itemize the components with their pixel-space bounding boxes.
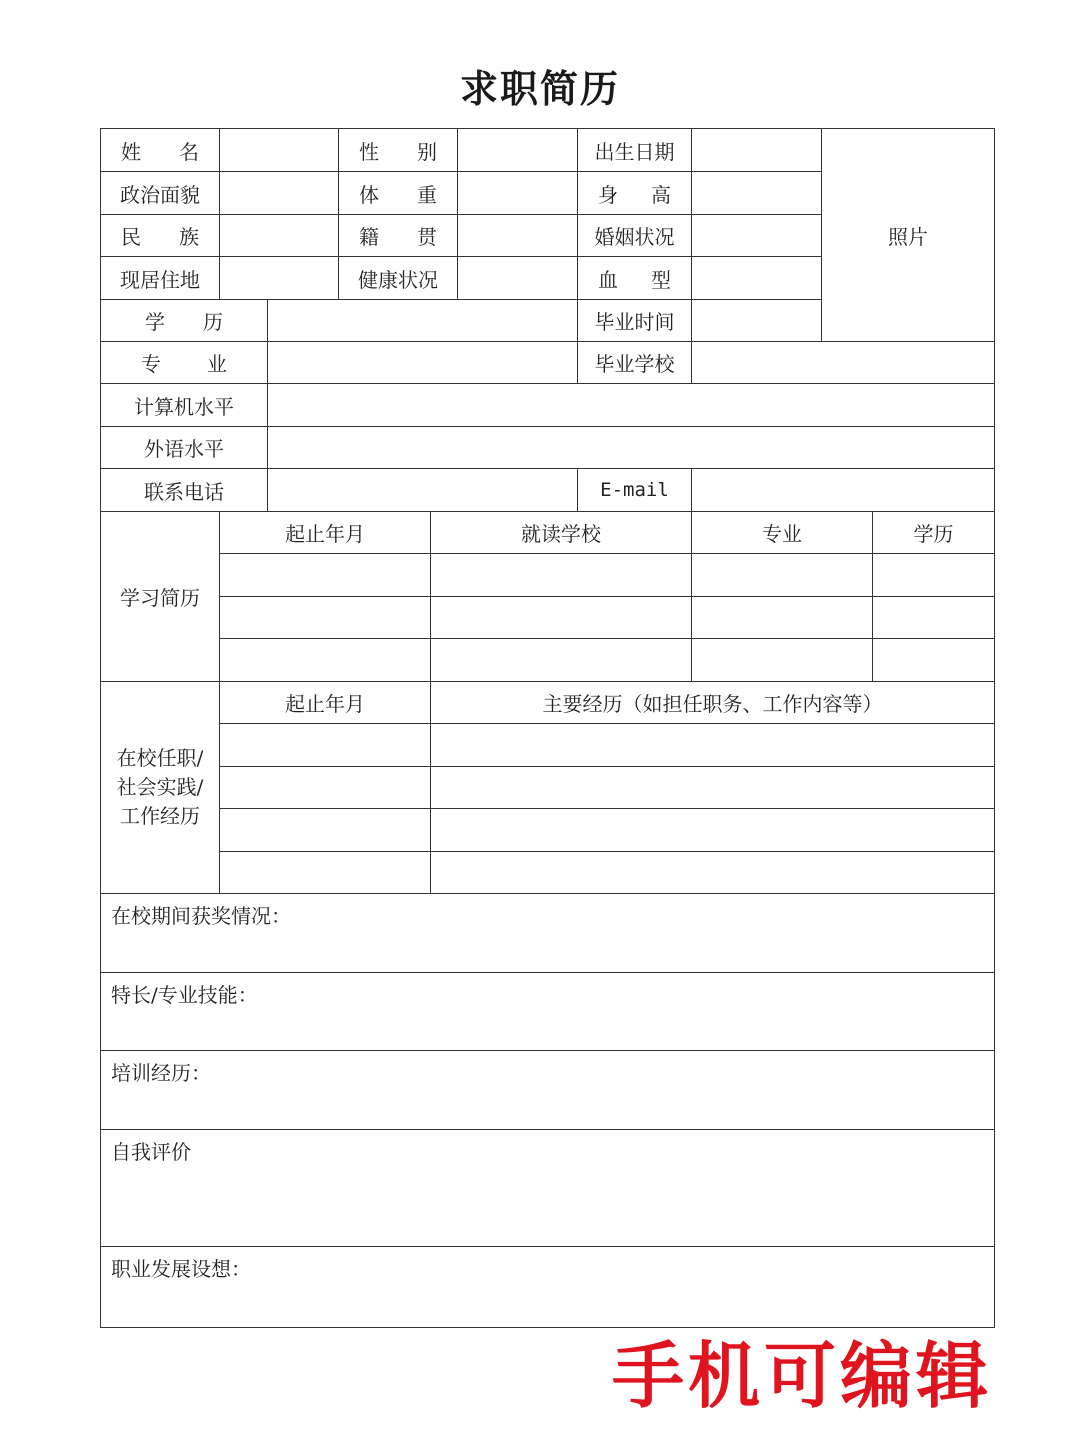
ethnicity-input[interactable] bbox=[219, 214, 339, 257]
email-label: E-mail bbox=[577, 468, 692, 512]
gender-label-char-2: 别 bbox=[417, 139, 437, 164]
major-label-char-2: 业 bbox=[207, 352, 227, 376]
work-header-experience: 主要经历（如担任职务、工作内容等） bbox=[430, 681, 995, 724]
name-label-char-1: 姓 bbox=[121, 139, 141, 164]
blood-input[interactable] bbox=[691, 256, 822, 300]
education-input[interactable] bbox=[267, 299, 578, 342]
phone-input[interactable] bbox=[267, 468, 578, 512]
study-row-2-major[interactable] bbox=[691, 596, 873, 639]
major-label-char-1: 专 bbox=[141, 352, 161, 376]
self-evaluation-field[interactable] bbox=[100, 1129, 995, 1247]
study-row-1-degree[interactable] bbox=[872, 553, 995, 597]
work-row-2-period[interactable] bbox=[219, 766, 431, 809]
page-title: 求职简历 bbox=[459, 67, 620, 111]
study-row-3-major[interactable] bbox=[691, 638, 873, 682]
weight-input[interactable] bbox=[457, 171, 578, 215]
awards-field[interactable] bbox=[100, 893, 995, 973]
self-evaluation-label: 自我评价 bbox=[111, 1140, 191, 1164]
major-label bbox=[100, 341, 268, 384]
awards-label: 在校期间获奖情况： bbox=[111, 904, 291, 928]
residence-input[interactable] bbox=[219, 256, 339, 300]
education-label bbox=[100, 299, 268, 342]
residence-label: 现居住地 bbox=[100, 256, 220, 300]
height-input[interactable] bbox=[691, 171, 822, 215]
native-label-char-1: 籍 bbox=[359, 225, 379, 249]
grad-school-input[interactable] bbox=[691, 341, 995, 384]
grad-time-input[interactable] bbox=[691, 299, 822, 342]
computer-label: 计算机水平 bbox=[100, 383, 268, 427]
height-label-char-2: 高 bbox=[651, 182, 671, 207]
study-section-label: 学习简历 bbox=[100, 511, 220, 682]
computer-input[interactable] bbox=[267, 383, 995, 427]
education-label-char-1: 学 bbox=[145, 310, 165, 334]
career-plan-label: 职业发展设想： bbox=[111, 1257, 251, 1281]
name-input[interactable] bbox=[219, 128, 339, 172]
work-row-4-period[interactable] bbox=[219, 851, 431, 894]
name-label-char-2: 名 bbox=[179, 139, 199, 164]
work-row-1-period[interactable] bbox=[219, 723, 431, 767]
study-row-3-degree[interactable] bbox=[872, 638, 995, 682]
phone-label: 联系电话 bbox=[100, 468, 268, 512]
major-input[interactable] bbox=[267, 341, 578, 384]
study-row-3-period[interactable] bbox=[219, 638, 431, 682]
work-row-3-experience[interactable] bbox=[430, 808, 995, 852]
study-header-degree: 学历 bbox=[872, 511, 995, 554]
education-label-char-2: 历 bbox=[203, 310, 223, 334]
ethnicity-label-char-1: 民 bbox=[121, 225, 141, 249]
work-section-text: 在校任职/ 社会实践/ 工作经历 bbox=[116, 746, 204, 828]
health-input[interactable] bbox=[457, 256, 578, 300]
grad-school-label: 毕业学校 bbox=[577, 341, 692, 384]
study-row-3-school[interactable] bbox=[430, 638, 692, 682]
work-row-2-experience[interactable] bbox=[430, 766, 995, 809]
ethnicity-label-char-2: 族 bbox=[179, 225, 199, 249]
height-label-char-1: 身 bbox=[598, 182, 618, 207]
native-label-char-2: 贯 bbox=[417, 225, 437, 249]
marital-label: 婚姻状况 bbox=[577, 214, 692, 257]
language-input[interactable] bbox=[267, 426, 995, 469]
politics-label: 政治面貌 bbox=[100, 171, 220, 215]
native-input[interactable] bbox=[457, 214, 578, 257]
grad-time-label: 毕业时间 bbox=[577, 299, 692, 342]
blood-label-char-1: 血 bbox=[598, 267, 618, 292]
gender-input[interactable] bbox=[457, 128, 578, 172]
editable-watermark: 手机可编辑 bbox=[612, 1334, 993, 1418]
training-field[interactable] bbox=[100, 1050, 995, 1130]
work-section-label bbox=[100, 681, 220, 894]
health-label: 健康状况 bbox=[338, 256, 458, 300]
work-row-4-experience[interactable] bbox=[430, 851, 995, 894]
marital-input[interactable] bbox=[691, 214, 822, 257]
native-label bbox=[338, 214, 458, 257]
birth-input[interactable] bbox=[691, 128, 822, 172]
gender-label-char-1: 性 bbox=[359, 139, 379, 164]
study-row-1-school[interactable] bbox=[430, 553, 692, 597]
blood-label-char-2: 型 bbox=[651, 267, 671, 292]
name-label bbox=[100, 128, 220, 172]
study-row-2-period[interactable] bbox=[219, 596, 431, 639]
training-label: 培训经历： bbox=[111, 1061, 211, 1085]
study-row-2-degree[interactable] bbox=[872, 596, 995, 639]
email-input[interactable] bbox=[691, 468, 995, 512]
work-row-1-experience[interactable] bbox=[430, 723, 995, 767]
skills-label: 特长/专业技能： bbox=[111, 983, 258, 1007]
study-row-1-major[interactable] bbox=[691, 553, 873, 597]
blood-label bbox=[577, 256, 692, 300]
gender-label bbox=[338, 128, 458, 172]
weight-label bbox=[338, 171, 458, 215]
study-header-school: 就读学校 bbox=[430, 511, 692, 554]
birth-label: 出生日期 bbox=[577, 128, 692, 172]
study-row-2-school[interactable] bbox=[430, 596, 692, 639]
language-label: 外语水平 bbox=[100, 426, 268, 469]
height-label bbox=[577, 171, 692, 215]
weight-label-char-2: 重 bbox=[417, 182, 437, 207]
skills-field[interactable] bbox=[100, 972, 995, 1051]
work-header-period: 起止年月 bbox=[219, 681, 431, 724]
weight-label-char-1: 体 bbox=[359, 182, 379, 207]
study-header-period: 起止年月 bbox=[219, 511, 431, 554]
ethnicity-label bbox=[100, 214, 220, 257]
study-row-1-period[interactable] bbox=[219, 553, 431, 597]
politics-input[interactable] bbox=[219, 171, 339, 215]
photo-label: 照片 bbox=[888, 224, 928, 249]
study-header-major: 专业 bbox=[691, 511, 873, 554]
career-plan-field[interactable] bbox=[100, 1246, 995, 1328]
photo-box[interactable] bbox=[821, 128, 995, 342]
work-row-3-period[interactable] bbox=[219, 808, 431, 852]
